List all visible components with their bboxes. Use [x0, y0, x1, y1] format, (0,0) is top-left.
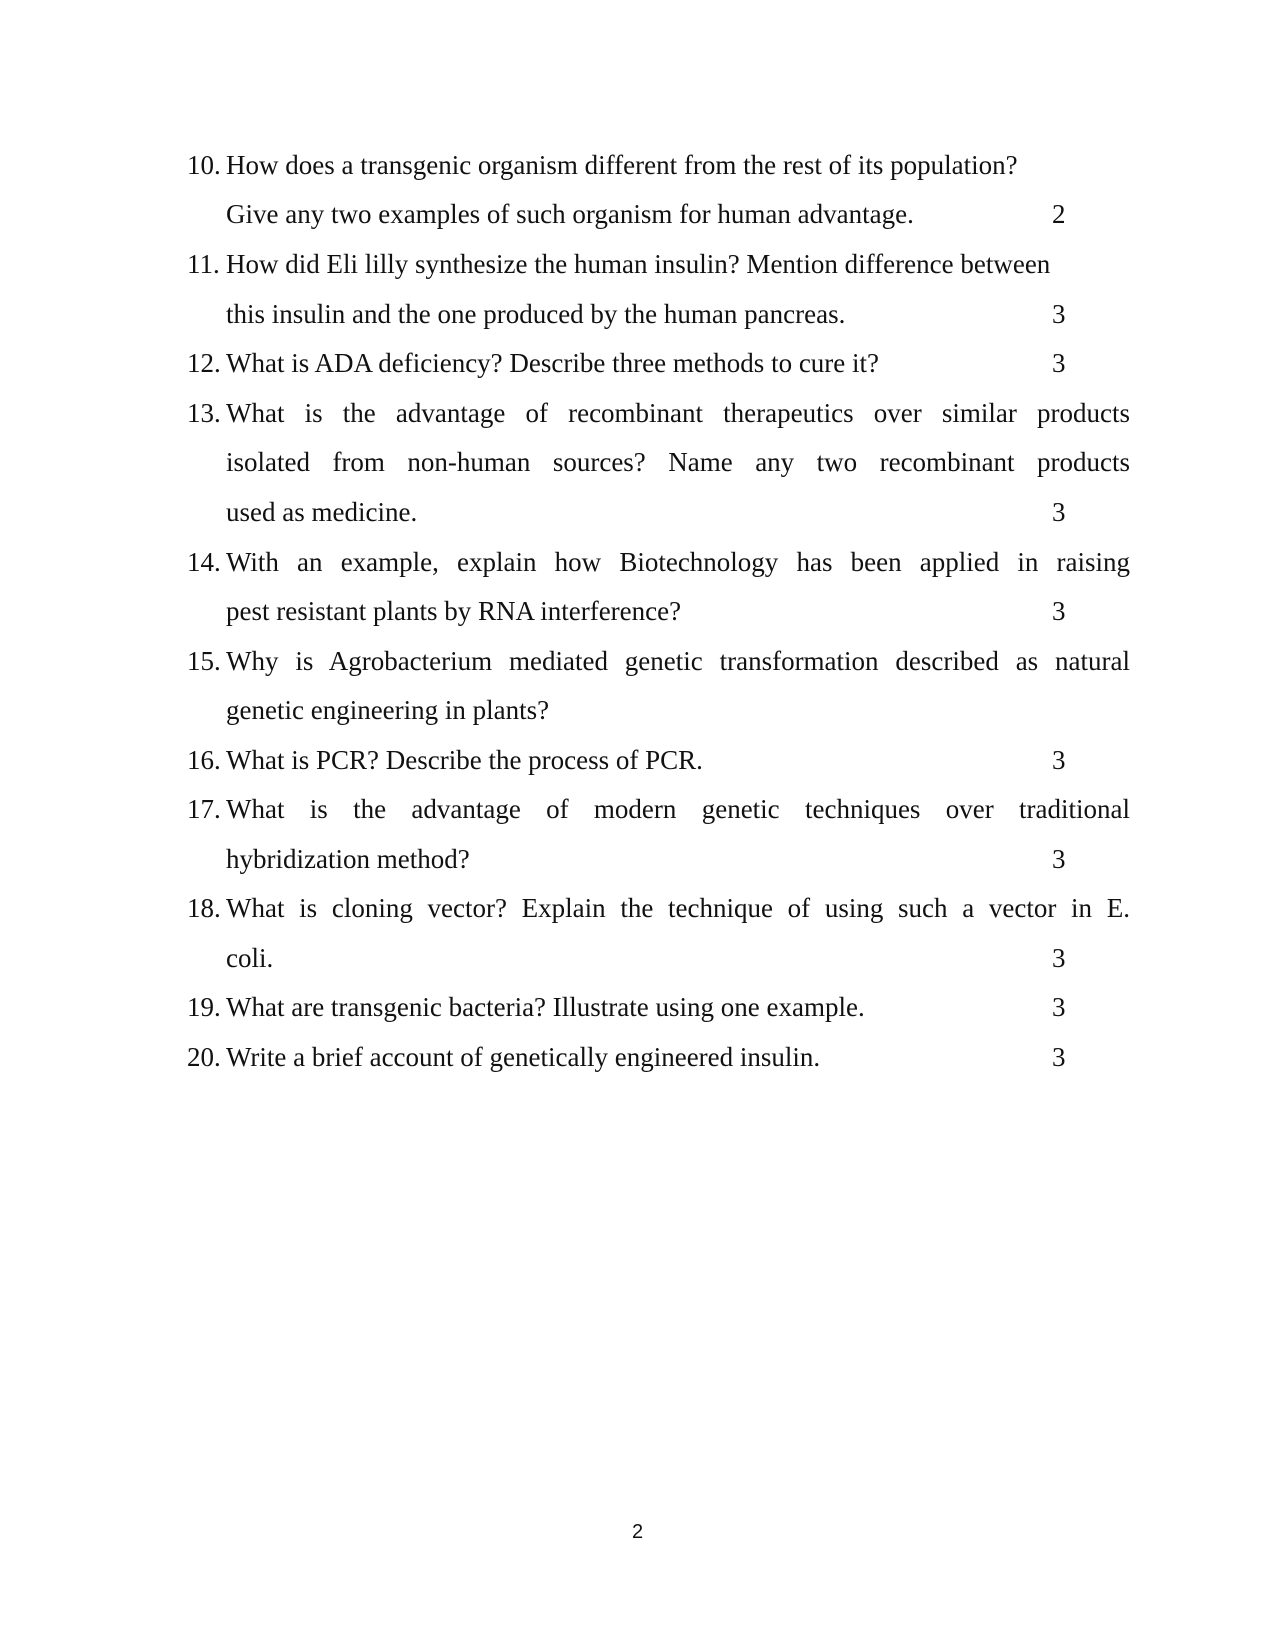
question-marks: 3	[1052, 844, 1066, 874]
question-text: Write a brief account of genetically engineered insulin.	[226, 1042, 821, 1072]
question-text: genetic engineering in plants?	[226, 695, 550, 725]
question-marks: 3	[1052, 497, 1066, 527]
question-text: How did Eli lilly synthesize the human insulin? Mention difference between	[226, 249, 1051, 279]
question-text: coli.	[226, 943, 274, 973]
question-text: used as medicine.	[226, 497, 418, 527]
question-number: 16.	[187, 745, 221, 775]
question-marks: 3	[1052, 1042, 1066, 1072]
question-number: 18.	[187, 893, 221, 923]
question-text: What is PCR? Describe the process of PCR.	[226, 745, 703, 775]
question-marks: 3	[1052, 299, 1066, 329]
question-text: What is the advantage of modern genetic techniques over traditional	[226, 794, 1130, 824]
question-text: pest resistant plants by RNA interference?	[226, 596, 682, 626]
question-number: 15.	[187, 646, 221, 676]
page-number: 2	[631, 1521, 644, 1543]
question-number: 10.	[187, 150, 221, 180]
question-text: Why is Agrobacterium mediated genetic transformation described as natural	[226, 646, 1130, 676]
question-text: With an example, explain how Biotechnology has been applied in raising	[226, 547, 1130, 577]
question-text: hybridization method?	[226, 844, 470, 874]
question-text: this insulin and the one produced by the human pancreas.	[226, 299, 846, 329]
question-number: 11.	[187, 249, 220, 279]
question-text: What is the advantage of recombinant therapeutics over similar products	[226, 398, 1130, 428]
question-number: 19.	[187, 992, 221, 1022]
question-text: Give any two examples of such organism for human advantage.	[226, 199, 914, 229]
question-marks: 3	[1052, 596, 1066, 626]
question-marks: 3	[1052, 943, 1066, 973]
question-text: What is ADA deficiency? Describe three methods to cure it?	[226, 348, 880, 378]
question-number: 17.	[187, 794, 221, 824]
question-text: What is cloning vector? Explain the technique of using such a vector in E.	[226, 893, 1130, 923]
question-marks: 2	[1052, 199, 1066, 229]
question-number: 12.	[187, 348, 221, 378]
question-marks: 3	[1052, 348, 1066, 378]
question-number: 14.	[187, 547, 221, 577]
question-number: 13.	[187, 398, 221, 428]
question-marks: 3	[1052, 992, 1066, 1022]
question-marks: 3	[1052, 745, 1066, 775]
question-text: isolated from non-human sources? Name any two recombinant products	[226, 447, 1130, 477]
question-text: What are transgenic bacteria? Illustrate using one example.	[226, 992, 865, 1022]
question-number: 20.	[187, 1042, 221, 1072]
question-text: How does a transgenic organism different from the rest of its population?	[226, 150, 1018, 180]
